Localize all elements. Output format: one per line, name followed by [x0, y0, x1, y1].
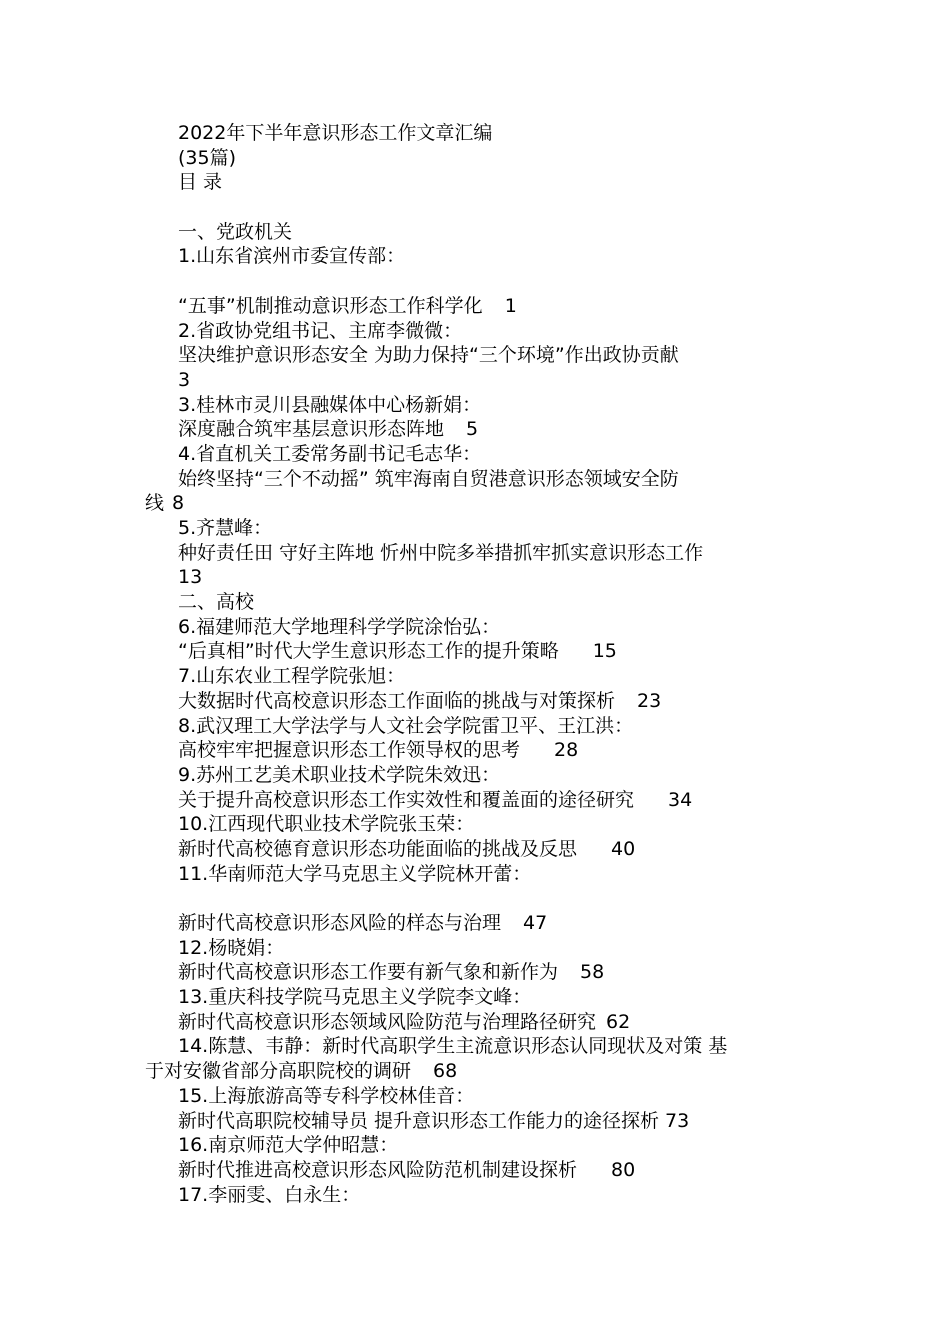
toc-entry-author[interactable]: 17.李丽雯、白永生：	[178, 1183, 361, 1206]
toc-entry-title[interactable]: 种好责任田 守好主阵地 忻州中院多举措抓牢抓实意识形态工作	[178, 541, 704, 564]
toc-entry-author[interactable]: 10.江西现代职业技术学院张玉荣：	[178, 813, 475, 836]
toc-heading: 目 录	[178, 171, 223, 194]
page-number: 40	[611, 837, 636, 860]
toc-entry-author[interactable]: 5.齐慧峰：	[178, 517, 273, 539]
entry-title-text: 新时代高校意识形态工作要有新气象和新作为	[178, 961, 559, 984]
page-number: 1	[504, 294, 517, 317]
section-heading: 一、党政机关	[178, 220, 293, 243]
page-number: 3	[178, 368, 191, 391]
page-number: 58	[580, 961, 605, 984]
page-number: 5	[466, 418, 479, 441]
page-number: 73	[665, 1109, 690, 1132]
toc-entry-title[interactable]	[145, 788, 845, 813]
section-heading: 二、高校	[178, 591, 255, 614]
toc-entry-title[interactable]	[145, 837, 845, 862]
page-number: 47	[523, 912, 548, 934]
toc-entry-combined[interactable]: 14.陈慧、韦静：新时代高职学生主流意识形态认同现状及对策 基	[178, 1035, 728, 1058]
toc-entry-title[interactable]	[145, 911, 845, 936]
toc-entry-title[interactable]: 坚决维护意识形态安全 为助力保持“三个环境”作出政协贡献	[178, 344, 679, 367]
document-title: 2022年下半年意识形态工作文章汇编	[178, 122, 493, 144]
document-page	[145, 121, 845, 1207]
page-number: 28	[554, 739, 579, 762]
toc-entry-title[interactable]	[145, 417, 845, 442]
page-number: 13	[178, 566, 203, 589]
toc-entry-author[interactable]: 8.武汉理工大学法学与人文社会学院雷卫平、王江洪：	[178, 714, 634, 737]
blank-line	[145, 195, 845, 220]
toc-entry-title[interactable]	[145, 738, 845, 763]
entry-title-text: 深度融合筑牢基层意识形态阵地	[178, 418, 445, 441]
toc-entry-author[interactable]: 13.重庆科技学院马克思主义学院李文峰：	[178, 986, 532, 1009]
toc-entry-author[interactable]: 16.南京师范大学仲昭慧：	[178, 1134, 399, 1157]
blank-line	[145, 269, 845, 294]
entry-title-text: 于对安徽省部分高职院校的调研	[145, 1060, 412, 1083]
toc-entry-author[interactable]: 1.山东省滨州市委宣传部：	[178, 245, 406, 268]
toc-entry-author[interactable]: 7.山东农业工程学院张旭：	[178, 665, 406, 688]
toc-entry-author[interactable]: 15.上海旅游高等专科学校林佳音：	[178, 1084, 475, 1107]
toc-entry-author[interactable]: 4.省直机关工委常务副书记毛志华：	[178, 442, 482, 465]
entry-title-text: 新时代高校德育意识形态功能面临的挑战及反思	[178, 837, 578, 860]
entry-title-text: 新时代高校意识形态风险的样态与治理	[178, 912, 502, 934]
page-number: 34	[668, 788, 693, 811]
page-number: 15	[592, 640, 617, 663]
toc-entry-title[interactable]	[145, 294, 845, 319]
toc-entry-author[interactable]: 11.华南师范大学马克思主义学院林开蕾：	[178, 862, 532, 885]
toc-entry-author[interactable]: 6.福建师范大学地理科学学院涂怡弘：	[178, 615, 501, 638]
entry-title-text: 关于提升高校意识形态工作实效性和覆盖面的途径研究	[178, 788, 635, 811]
toc-entry-author[interactable]: 9.苏州工艺美术职业技术学院朱效迅：	[178, 763, 501, 786]
toc-entry-title[interactable]	[145, 689, 845, 714]
toc-entry-combined-cont	[145, 1059, 845, 1084]
toc-entry-title[interactable]	[145, 1010, 845, 1035]
page-number: 23	[637, 689, 662, 712]
entry-title-text: “后真相”时代大学生意识形态工作的提升策略	[178, 640, 559, 663]
page-number: 80	[611, 1158, 636, 1181]
entry-title-text: 高校牢牢把握意识形态工作领导权的思考	[178, 739, 521, 762]
toc-entry-title[interactable]	[145, 639, 845, 664]
toc-entry-title-cont: 线 8	[145, 492, 185, 515]
entry-title-text: 新时代高职院校辅导员 提升意识形态工作能力的途径探析	[178, 1109, 660, 1132]
page-number: 8	[172, 492, 185, 515]
toc-entry-author[interactable]: 3.桂林市灵川县融媒体中心杨新娟：	[178, 393, 482, 416]
toc-entry-title[interactable]	[145, 1109, 845, 1134]
entry-title-text: 新时代推进高校意识形态风险防范机制建设探析	[178, 1158, 578, 1181]
toc-entry-author[interactable]: 12.杨晓娟：	[178, 936, 285, 959]
toc-entry-title[interactable]	[145, 960, 845, 985]
article-count: (35篇)	[178, 146, 237, 169]
entry-title-text: 大数据时代高校意识形态工作面临的挑战与对策探析	[178, 689, 616, 712]
page-number: 62	[606, 1010, 631, 1033]
blank-line	[145, 886, 845, 911]
toc-entry-title[interactable]: 始终坚持“三个不动摇” 筑牢海南自贸港意识形态领域安全防	[178, 467, 679, 490]
page-number: 68	[433, 1060, 458, 1083]
toc-entry-author[interactable]: 2.省政协党组书记、主席李微微：	[178, 319, 463, 342]
toc-entry-title[interactable]	[145, 1158, 845, 1183]
entry-title-text: “五事”机制推动意识形态工作科学化	[178, 294, 483, 317]
entry-title-text: 新时代高校意识形态领域风险防范与治理路径研究	[178, 1010, 597, 1033]
